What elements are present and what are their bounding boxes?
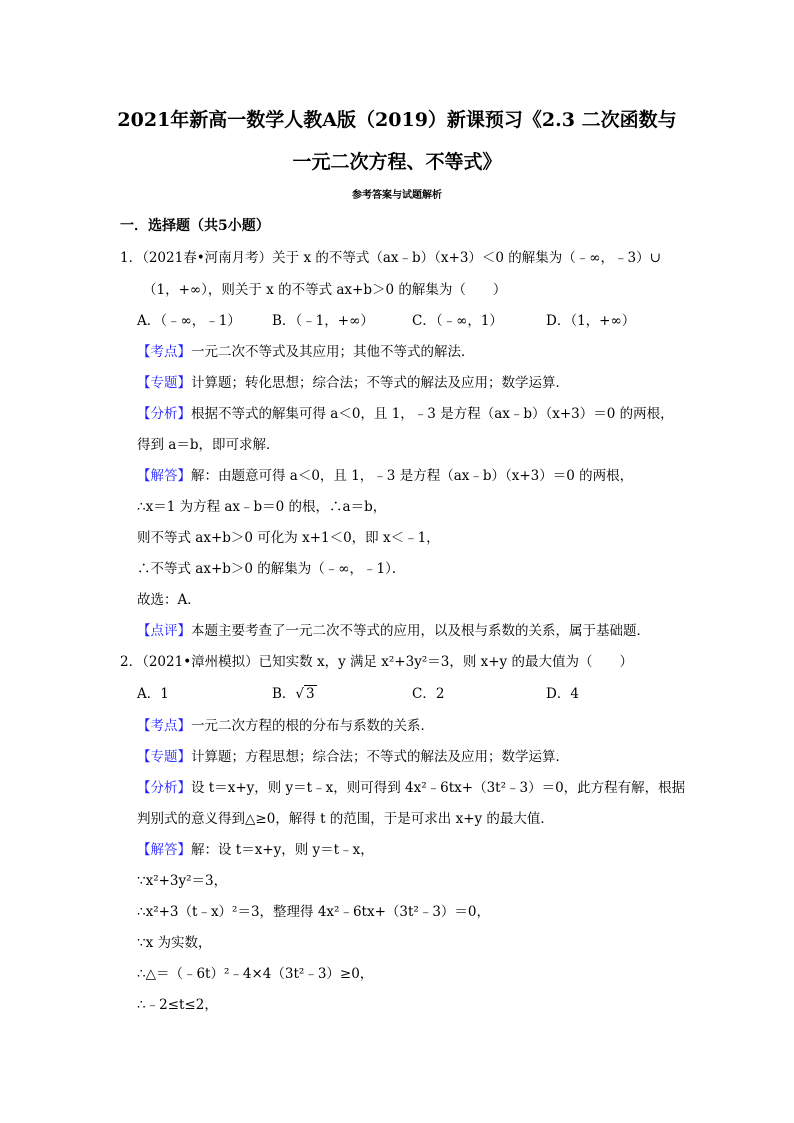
q2-jieda-line5: ∴△＝（﹣6t）²﹣4×4（3t²﹣3）≥0， bbox=[137, 966, 374, 982]
q1-dianping-tag: 【点评】 bbox=[137, 623, 191, 639]
page-title-line1: 2021年新高一数学人教A版（2019）新课预习《2.3 二次函数与 bbox=[117, 109, 677, 131]
q1-dianping bbox=[137, 621, 650, 641]
q1-jieda-text1: 解：由题意可得 a＜0，且 1，﹣3 是方程（ax﹣b）（x+3）＝0 的两根， bbox=[191, 468, 634, 484]
page-title-line2: 一元二次方程、不等式》 bbox=[292, 151, 502, 173]
q2-fenxi-tag: 【分析】 bbox=[137, 780, 191, 796]
q1-fenxi bbox=[137, 404, 674, 424]
q1-jieda-line5: 故选：A． bbox=[137, 592, 201, 608]
section-heading: 一．选择题（共5小题） bbox=[120, 218, 270, 234]
q2-kaodian-text: 一元二次方程的根的分布与系数的关系． bbox=[191, 718, 434, 734]
q2-option-d: D．4 bbox=[546, 686, 579, 702]
q1-zhuanti-tag: 【专题】 bbox=[137, 375, 191, 391]
q2-option-b bbox=[272, 684, 317, 704]
q1-fenxi-tag: 【分析】 bbox=[137, 406, 191, 422]
q2-jieda-line3: ∴x²+3（t﹣x）²＝3，整理得 4x²﹣6tx+（3t²﹣3）＝0， bbox=[137, 904, 491, 920]
q1-kaodian bbox=[137, 342, 475, 362]
q1-dianping-text: 本题主要考查了一元二次不等式的应用，以及根与系数的关系，属于基础题． bbox=[191, 623, 650, 639]
q2-fenxi-line2: 判别式的意义得到△≥0，解得 t 的范围，于是可求出 x+y 的最大值． bbox=[137, 811, 554, 827]
q1-jieda-line3: 则不等式 ax+b＞0 可化为 x+1＜0，即 x＜﹣1， bbox=[137, 530, 440, 546]
q1-fenxi-text1: 根据不等式的解集可得 a＜0，且 1，﹣3 是方程（ax﹣b）（x+3）＝0 的两根， bbox=[191, 406, 674, 422]
q1-option-d: D．（1，+∞） bbox=[546, 313, 636, 329]
q2-zhuanti-tag: 【专题】 bbox=[137, 749, 191, 765]
q1-zhuanti bbox=[137, 373, 569, 393]
q2-jieda-tag: 【解答】 bbox=[137, 842, 191, 858]
q2-option-a: A．1 bbox=[137, 686, 169, 702]
q2-jieda-line4: ∵x 为实数， bbox=[137, 935, 212, 951]
q2-option-c: C．2 bbox=[412, 686, 445, 702]
sqrt-symbol: √ 3 bbox=[295, 686, 315, 702]
q1-option-a: A．（﹣∞，﹣1） bbox=[137, 313, 241, 329]
page-subtitle: 参考答案与试题解析 bbox=[352, 190, 442, 201]
q1-fenxi-line2: 得到 a＝b，即可求解． bbox=[137, 437, 280, 453]
q1-stem-line1: 1．（2021春•河南月考）关于 x 的不等式（ax﹣b）（x+3）＜0 的解集为（﹣∞，﹣3）∪ bbox=[120, 250, 661, 266]
q1-jieda-line2: ∴x＝1 为方程 ax﹣b＝0 的根，∴a＝b， bbox=[137, 499, 387, 515]
q1-option-c: C．（﹣∞，1） bbox=[412, 313, 503, 329]
q2-option-b-radicand: 3 bbox=[306, 686, 315, 702]
q2-kaodian-tag: 【考点】 bbox=[137, 718, 191, 734]
q1-jieda bbox=[137, 466, 633, 486]
q1-jieda-tag: 【解答】 bbox=[137, 468, 191, 484]
q2-zhuanti bbox=[137, 747, 569, 767]
q1-jieda-line4: ∴不等式 ax+b＞0 的解集为（﹣∞，﹣1）． bbox=[137, 561, 406, 577]
q1-kaodian-text: 一元二次不等式及其应用；其他不等式的解法． bbox=[191, 344, 475, 360]
q1-option-b: B．（﹣1，+∞） bbox=[272, 313, 374, 329]
q2-fenxi-text1: 设 t＝x+y，则 y＝t﹣x，则可得到 4x²﹣6tx+（3t²﹣3）＝0，此方程有解，根据 bbox=[191, 780, 686, 796]
q2-jieda-line2: ∵x²+3y²＝3， bbox=[137, 873, 228, 889]
q2-jieda-line6: ∴﹣2≤t≤2， bbox=[137, 997, 218, 1013]
q2-kaodian bbox=[137, 716, 434, 736]
q2-zhuanti-text: 计算题；方程思想；综合法；不等式的解法及应用；数学运算． bbox=[191, 749, 569, 765]
q1-kaodian-tag: 【考点】 bbox=[137, 344, 191, 360]
q2-jieda bbox=[137, 840, 374, 860]
q1-stem-line2: （1，+∞），则关于 x 的不等式 ax+b＞0 的解集为（ ） bbox=[143, 282, 507, 298]
q2-option-b-label: B． bbox=[272, 686, 296, 702]
q2-stem-line1: 2．（2021•漳州模拟）已知实数 x，y 满足 x²+3y²＝3，则 x+y 的最大值为（ ） bbox=[120, 654, 633, 670]
q2-jieda-text1: 解：设 t＝x+y，则 y＝t﹣x， bbox=[191, 842, 374, 858]
q2-fenxi bbox=[137, 778, 685, 798]
q1-zhuanti-text: 计算题；转化思想；综合法；不等式的解法及应用；数学运算． bbox=[191, 375, 569, 391]
